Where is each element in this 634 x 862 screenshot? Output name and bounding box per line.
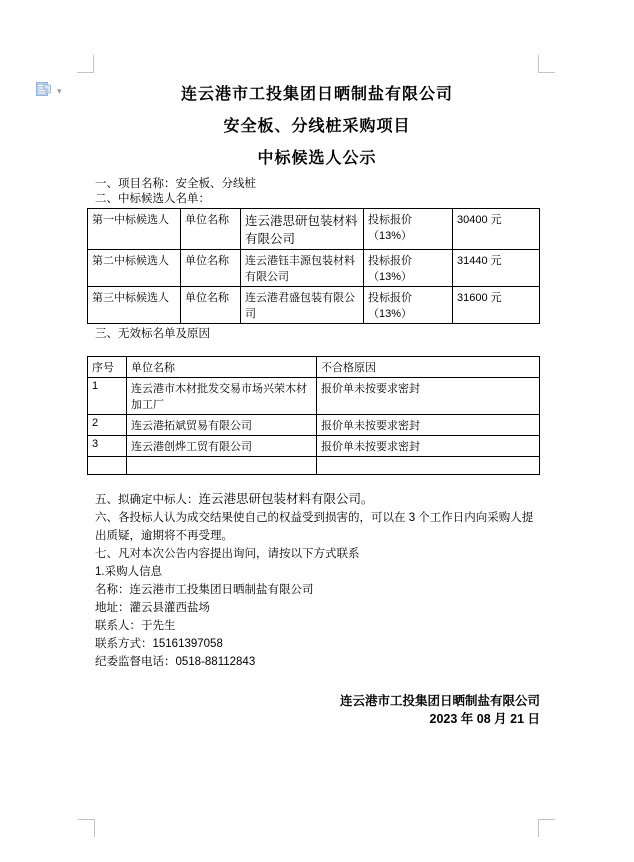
row-no: 1 xyxy=(88,378,127,415)
table-header-row xyxy=(88,357,540,378)
chevron-down-icon: ▾ xyxy=(57,86,62,96)
header-reason: 不合格原因 xyxy=(317,357,540,378)
section-invalid-heading: 三、无效标名单及原因 xyxy=(95,328,210,340)
section-confirmed-winner: 五、拟确定中标人：连云港思研包装材料有限公司。 xyxy=(95,492,374,506)
supervision-phone: 纪委监督电话：0518-88112843 xyxy=(95,656,256,668)
section-objection-terms: 六、各投标人认为成交结果使自己的权益受到损害的，可以在 3 个工作日内向采购人提出质疑，逾期将不再受理。 xyxy=(95,512,534,542)
purchaser-name: 名称：连云港市工投集团日晒制盐有限公司 xyxy=(95,584,314,596)
table-row xyxy=(88,378,540,415)
winner-company: 连云港思研包装材料有限公司。 xyxy=(198,492,374,506)
row-reason: 报价单未按要求密封 xyxy=(317,415,540,436)
unit-name-label: 单位名称 xyxy=(181,287,241,324)
candidates-table xyxy=(87,208,540,324)
purchaser-info-heading: 1.采购人信息 xyxy=(95,566,163,578)
text-boundary-mark-top-left xyxy=(77,55,94,73)
row-reason: 报价单未按要求密封 xyxy=(317,436,540,457)
signature-date: 2023 年 08 月 21 日 xyxy=(429,712,540,726)
header-company: 单位名称 xyxy=(127,357,317,378)
bid-price-value: 31440 元 xyxy=(453,250,540,287)
unit-name-label: 单位名称 xyxy=(181,209,241,250)
table-row xyxy=(88,436,540,457)
row-reason: 报价单未按要求密封 xyxy=(317,378,540,415)
table-row xyxy=(88,287,540,324)
contact-phone: 联系方式：15161397058 xyxy=(95,638,223,650)
table-row xyxy=(88,209,540,250)
bid-price-label: 投标报价（13%） xyxy=(364,287,453,324)
unit-name-label: 单位名称 xyxy=(181,250,241,287)
candidate-company: 连云港君盛包装有限公司 xyxy=(241,287,364,324)
doc-title-company: 连云港市工投集团日晒制盐有限公司 xyxy=(180,86,453,103)
candidate-rank: 第一中标候选人 xyxy=(88,209,181,250)
paragraph-project-name: 一、项目名称：安全板、分线桩 xyxy=(95,178,256,190)
row-reason xyxy=(317,457,540,475)
candidate-company: 连云港思研包装材料有限公司 xyxy=(241,209,364,250)
candidate-company: 连云港钰丰源包装材料有限公司 xyxy=(241,250,364,287)
text-boundary-mark-top-right xyxy=(538,55,555,73)
doc-title-project: 安全板、分线桩采购项目 xyxy=(223,118,411,135)
row-no: 2 xyxy=(88,415,127,436)
closing-sections xyxy=(95,490,541,671)
candidate-rank: 第二中标候选人 xyxy=(88,250,181,287)
row-company: 连云港市木材批发交易市场兴荣木材加工厂 xyxy=(127,378,317,415)
contact-person: 联系人：于先生 xyxy=(95,620,176,632)
invalid-bids-table xyxy=(87,356,540,475)
row-company: 连云港拓斌贸易有限公司 xyxy=(127,415,317,436)
row-company xyxy=(127,457,317,475)
row-company: 连云港创烨工贸有限公司 xyxy=(127,436,317,457)
text-boundary-mark-bottom-right xyxy=(538,819,555,837)
doc-title-notice: 中标候选人公示 xyxy=(257,150,377,167)
signature-block xyxy=(340,692,540,728)
table-row-empty xyxy=(88,457,540,475)
bid-price-label: 投标报价（13%） xyxy=(364,250,453,287)
bid-price-value: 30400 元 xyxy=(453,209,540,250)
row-no xyxy=(88,457,127,475)
table-row xyxy=(88,250,540,287)
purchaser-address: 地址：灌云县灌西盐场 xyxy=(95,602,210,614)
section-inquiry: 七、凡对本次公告内容提出询问，请按以下方式联系 xyxy=(95,548,360,560)
signature-company: 连云港市工投集团日晒制盐有限公司 xyxy=(339,694,540,708)
row-no: 3 xyxy=(88,436,127,457)
header-no: 序号 xyxy=(88,357,127,378)
candidate-rank: 第三中标候选人 xyxy=(88,287,181,324)
bid-price-value: 31600 元 xyxy=(453,287,540,324)
table-row xyxy=(88,415,540,436)
text-boundary-mark-bottom-left xyxy=(78,819,95,837)
bid-price-label: 投标报价（13%） xyxy=(364,209,453,250)
paragraph-candidate-list: 二、中标候选人名单： xyxy=(95,193,210,205)
